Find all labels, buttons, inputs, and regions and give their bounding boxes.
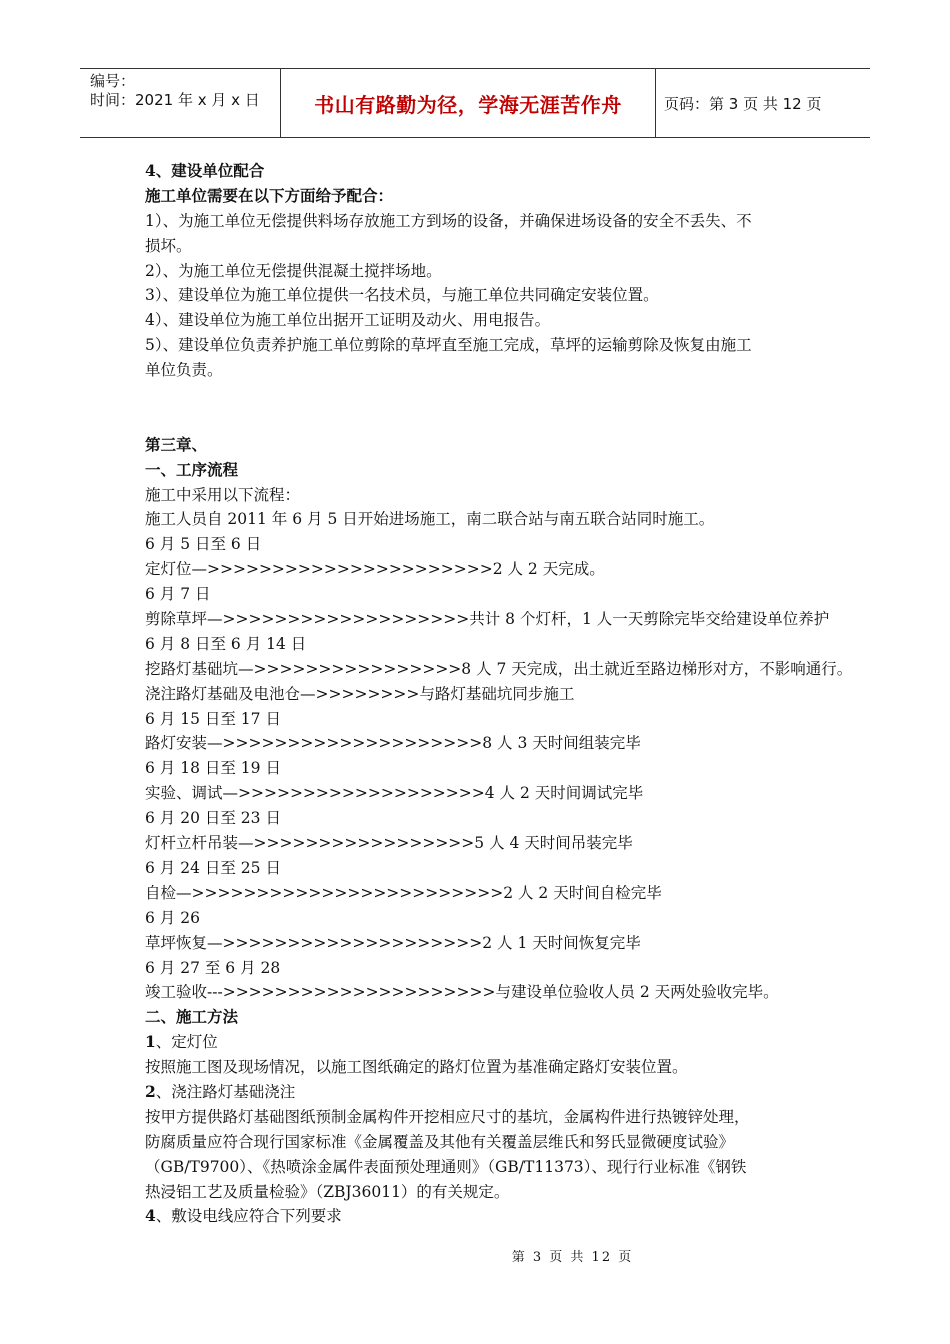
text-line: 2）、为施工单位无偿提供混凝土搅拌场地。: [145, 261, 442, 280]
text-line: 防腐质量应符合现行国家标准《金属覆盖及其他有关覆盖层维氏和努氏显微硬度试验》: [145, 1132, 735, 1151]
text-line: 剪除草坪—>>>>>>>>>>>>>>>>>>>共计 8 个灯杆，1 人一天剪除完毕交给建设单位养护: [145, 610, 830, 629]
text-line: 6 月 20 日至 23 日: [145, 809, 281, 828]
text-line: 6 月 24 日至 25 日: [145, 858, 281, 877]
text-line: 6 月 27 至 6 月 28: [145, 958, 281, 977]
text-line: 6 月 5 日至 6 日: [145, 535, 262, 554]
text-line: 4、建设单位配合: [145, 161, 265, 180]
header-motto-cell: [281, 69, 656, 137]
text-line: 6 月 18 日至 19 日: [145, 759, 281, 778]
text-line: 热浸铝工艺及质量检验》（ZBJ36011）的有关规定。: [145, 1182, 510, 1201]
text-line: 施工人员自 2011 年 6 月 5 日开始进场施工，南二联合站与南五联合站同时施工。: [145, 510, 715, 529]
item-number: 4: [145, 1206, 156, 1226]
item-number: 1: [145, 1032, 156, 1052]
text-line: [145, 1204, 815, 1229]
document-body: [145, 159, 853, 1229]
item-text: 、浇注路灯基础浇注: [155, 1082, 296, 1101]
text-line: 5）、建设单位负责养护施工单位剪除的草坪直至施工完成，草坪的运输剪除及恢复由施工: [145, 336, 752, 355]
text-line: 灯杆立杆吊装—>>>>>>>>>>>>>>>>>5 人 4 天时间吊装完毕: [145, 834, 633, 853]
text-line: （GB/T9700）、《热喷涂金属件表面预处理通则》（GB/T11373）、现行行业标准《钢铁: [145, 1157, 747, 1176]
text-line: 按照施工图及现场情况，以施工图纸确定的路灯位置为基准确定路灯安装位置。: [145, 1058, 688, 1077]
text-line: 定灯位—>>>>>>>>>>>>>>>>>>>>>>2 人 2 天完成。: [145, 560, 605, 579]
header-page-info: 页码：第 3 页 共 12 页: [664, 94, 822, 113]
text-line: 挖路灯基础坑—>>>>>>>>>>>>>>>>8 人 7 天完成，出土就近至路边梯形对方，不影响通行。: [145, 659, 853, 678]
text-line: 第三章、: [145, 434, 208, 454]
text-line: 施工单位需要在以下方面给予配合：: [145, 185, 394, 205]
blank-line: [145, 408, 815, 433]
header-meta-cell: [80, 69, 281, 137]
text-line: 1）、为施工单位无偿提供料场存放施工方到场的设备，并确保进场设备的安全不丢失、不: [145, 211, 752, 230]
text-line: 4）、建设单位为施工单位出据开工证明及动火、用电报告。: [145, 311, 551, 330]
text-line: 6 月 7 日: [145, 585, 211, 604]
footer-page-number: 第 3 页 共 12 页: [511, 1250, 634, 1265]
item-text: 、定灯位: [155, 1033, 218, 1052]
text-line: 实验、调试—>>>>>>>>>>>>>>>>>>>4 人 2 天时间调试完毕: [145, 784, 644, 803]
text-line: 自检—>>>>>>>>>>>>>>>>>>>>>>>>2 人 2 天时间自检完毕: [145, 883, 662, 902]
text-line: 草坪恢复—>>>>>>>>>>>>>>>>>>>>2 人 1 天时间恢复完毕: [145, 933, 641, 952]
text-line: 6 月 15 日至 17 日: [145, 709, 281, 728]
text-line: 单位负责。: [145, 361, 223, 380]
text-line: 3）、建设单位为施工单位提供一名技术员，与施工单位共同确定安装位置。: [145, 286, 659, 305]
text-line: 浇注路灯基础及电池仓—>>>>>>>>与路灯基础坑同步施工: [145, 684, 575, 703]
text-line: 二、施工方法: [145, 1007, 239, 1027]
header-page-cell: [656, 69, 870, 137]
text-line: 施工中采用以下流程：: [145, 485, 301, 504]
text-line: [145, 1030, 815, 1055]
page-header: [80, 68, 870, 138]
text-line: 按甲方提供路灯基础图纸预制金属构件开挖相应尺寸的基坑，金属构件进行热镀锌处理，: [145, 1107, 750, 1126]
text-line: 一、工序流程: [145, 459, 239, 479]
text-line: 6 月 26: [145, 908, 200, 927]
header-motto: 书山有路勤为径，学海无涯苦作舟: [314, 92, 622, 117]
item-text: 、敷设电线应符合下列要求: [155, 1207, 342, 1226]
blank-line: [145, 383, 815, 408]
page-footer: [0, 1246, 950, 1265]
text-line: 损坏。: [145, 236, 192, 255]
document-date-label: 时间：2021 年 x 月 x 日: [90, 91, 260, 109]
text-line: 竣工验收--->>>>>>>>>>>>>>>>>>>>>与建设单位验收人员 2 天两处验收完毕。: [145, 983, 779, 1002]
item-number: 2: [145, 1081, 156, 1101]
document-code-label: 编号：: [90, 72, 136, 90]
text-line: [145, 1080, 815, 1105]
text-line: 6 月 8 日至 6 月 14 日: [145, 634, 307, 653]
text-line: 路灯安装—>>>>>>>>>>>>>>>>>>>>8 人 3 天时间组装完毕: [145, 734, 641, 753]
